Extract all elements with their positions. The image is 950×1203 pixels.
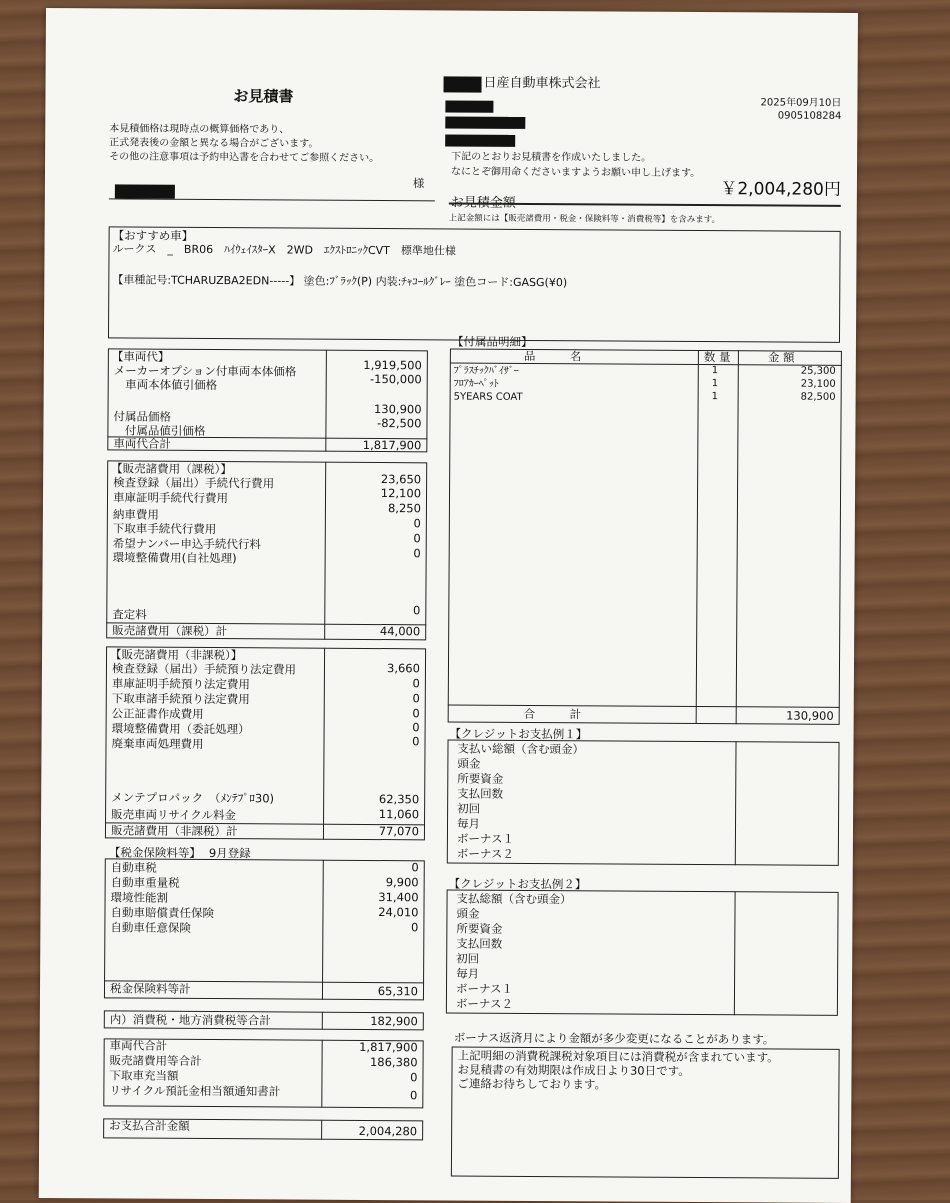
credit1-row-label: 毎月 [456,816,481,831]
sales-nontaxable-row-label: 環境整備費用（委託処理） [111,721,250,737]
accessories-col-qty: 数 量 [703,350,731,365]
bonus-note: ボーナス返済月により金額が多少変更になることがあります。 [453,1030,775,1047]
tax-insurance-heading: 【税金保険料等】 [108,845,201,860]
greeting-line-2: なにとぞ御用命くださいますようお願い申し上げます。 [450,166,701,179]
sales-taxable-row-label: 検査登録（届出）手続代行費用 [113,475,275,491]
tax-row-label: 自動車任意保険 [110,920,191,935]
redacted-address-3 [445,134,515,146]
vehicle-model: ルークス _ BR06 ﾊｲｳｪｲｽﾀｰX 2WD ｴｸｽﾄﾛﾆｯｸCVT 標準地仕様 [112,242,456,258]
tax-row-value: 0 [411,920,419,935]
sales-taxable-row-value: 0 [413,531,421,546]
tax-row-label: 自動車税 [110,860,157,875]
accessory-item-amount: 25,300 [800,365,836,377]
vehicle-row-label: 車両本体値引価格 [113,377,218,393]
credit1-row-label: 支払回数 [457,786,504,801]
accessories-col-amount: 金 額 [767,350,795,365]
accessories-table [448,348,842,724]
sales-nontaxable-row-value: 0 [412,706,420,721]
tax-row-label: 自動車賠償責任保険 [110,905,215,921]
sales-nontaxable-row-value: 3,660 [386,661,421,676]
estimate-amount-value: ￥2,004,280円 [720,179,841,200]
redacted-address-2 [445,116,525,128]
credit1-row-label: ボーナス１ [456,831,515,846]
tax-total-label: 税金保険料等計 [109,981,191,996]
summary-row-label: 下取車充当額 [109,1068,179,1083]
document-title: お見積書 [233,87,294,106]
summary-row-label: 販売諸費用等合計 [109,1053,202,1068]
accessories-total-label: 合 計 [523,706,582,722]
redacted-customer-name [115,184,175,198]
maintenance-pack-label: メンテプロパック （ﾒﾝﾃﾌﾟﾛ30) [111,790,275,806]
vehicle-row-value: -150,000 [369,371,422,387]
redacted-dealer-prefix [443,76,481,92]
vehicle-cost-heading: 【車両代】 [111,349,170,364]
accessory-item-name: 5YEARS COAT [453,391,523,403]
maintenance-pack-value: 62,350 [378,792,420,807]
tax-row-value: 24,010 [378,905,419,920]
credit1-row-label: ボーナス２ [456,846,514,861]
vehicle-row-label: 付属品価格 [113,409,172,424]
sales-nontaxable-heading: 【販売諸費用（非課税）】 [110,647,243,663]
summary-row-value: 0 [410,1070,418,1085]
vehicle-row-value: 1,919,500 [363,357,422,373]
sales-nontaxable-row-label: 公正証書作成費用 [111,706,204,721]
sales-taxable-row-value: 23,650 [380,472,422,487]
summary-row-label: リサイクル預託金相当額通知書計 [109,1083,281,1099]
sales-nontaxable-total-label: 販売諸費用（非課税）計 [110,823,238,839]
accessory-item-name: ﾌﾟﾗｽﾁｯｸﾊﾞｲｻﾞｰ [453,365,519,377]
sales-nontaxable-row-value: 0 [412,676,420,691]
sales-nontaxable-row-value: 0 [412,720,420,735]
summary-row-value: 186,380 [369,1054,418,1070]
estimate-document [39,8,858,1203]
sales-nontaxable-row-value: 0 [412,734,420,749]
consumption-tax-label: 内）消費税・地方消費税等合計 [109,1012,271,1028]
recommended-heading: 【おすすめ車】 [112,228,194,243]
vehicle-row-label: メーカーオプション付車両本体価格 [113,363,297,379]
credit2-row-label: 初回 [456,951,480,966]
credit1-heading: 【クレジットお支払例１】 [449,726,588,742]
sales-taxable-row-label: 環境整備費用(自社処理) [112,550,237,566]
remark-line: お見積書の有効期限は作成日より30日です。 [457,1062,690,1078]
amount-inclusion-note: 上記金額には【販売諸費用・税金・保険料等・消費税等】を含みます。 [448,213,721,226]
credit1-row-label: 頭金 [457,756,481,771]
accessories-heading: 【付属品明細】 [451,334,533,349]
sales-taxable-row-label: 下取車手続代行費用 [112,521,217,537]
customer-suffix: 様 [412,176,425,191]
summary-row-label: 車両代合計 [109,1038,168,1053]
sales-nontaxable-row-label: 検査登録（届出）手続預り法定費用 [111,661,297,677]
header-note-1: 本見積価格は現時点の概算価格であり、 [109,123,290,136]
accessories-total-value: 130,900 [786,708,834,723]
sales-nontaxable-row-value: 0 [412,691,420,706]
tax-row-value: 9,900 [385,875,419,890]
credit2-row-label: 支払回数 [456,936,503,951]
appraisal-fee-value: 0 [412,603,421,618]
document-number: 0905108284 [777,110,842,122]
sales-nontaxable-row-label: 車庫証明手続預り法定費用 [111,676,250,692]
header-note-2: 正式発表後の金額と異なる場合がございます。 [109,137,319,150]
remark-line: ご連絡お待ちしております。 [457,1076,607,1092]
grand-total-divider [321,1120,322,1140]
tax-row-label: 環境性能割 [110,890,169,905]
tax-row-value: 0 [411,860,419,875]
credit2-row-label: 頭金 [456,906,480,921]
tax-total-value: 65,310 [377,984,419,999]
recycle-fee-value: 11,060 [378,807,420,822]
credit1-row-label: 所要資金 [457,771,504,786]
sales-nontaxable-row-label: 下取車諸手続預り法定費用 [111,691,250,707]
accessory-item-qty: 1 [711,365,719,377]
accessory-item-qty: 1 [711,391,719,403]
appraisal-fee-label: 査定料 [112,607,147,622]
remark-line: 上記明細の消費税課税対象項目には消費税が含まれています。 [457,1048,779,1065]
vehicle-total-label: 車両代合計 [113,436,171,451]
credit2-row-label: ボーナス１ [455,981,514,996]
grand-total-label: お支払合計金額 [109,1118,190,1133]
recycle-fee-label: 販売車両リサイクル料金 [111,807,237,823]
credit2-row-label: 支払総額（含む頭金） [456,891,572,907]
estimate-amount-label: お見積金額 [450,195,516,211]
grand-total-value: 2,004,280 [358,1123,418,1139]
vehicle-row-value: -82,500 [377,416,422,431]
tax-row-value: 31,400 [378,890,419,905]
summary-row-value: 0 [409,1088,418,1103]
credit1-row-label: 初回 [457,801,481,816]
greeting-line-1: 下記のとおりお見積書を作成いたしました。 [451,151,652,164]
credit2-row-label: 毎月 [456,966,480,981]
accessories-col-name: 品 名 [523,348,582,364]
redacted-address-1 [445,100,493,112]
sales-taxable-total-value: 44,000 [379,624,421,639]
sales-taxable-heading: 【販売諸費用（課税）】 [111,461,232,477]
sales-taxable-row-value: 12,100 [380,486,422,501]
consumption-tax-value: 182,900 [370,1013,418,1029]
sales-taxable-row-label: 希望ナンバー申込手続代行料 [112,536,261,552]
accessory-item-qty: 1 [711,378,719,390]
accessory-item-name: ﾌﾛｱｶｰﾍﾟｯﾄ [453,378,499,390]
sales-taxable-row-value: 0 [413,546,421,561]
vehicle-total-value: 1,817,900 [362,437,422,453]
consumption-tax-divider [322,1012,323,1030]
credit1-row-label: 支払い総額（含む頭金） [457,741,585,757]
customer-underline [109,198,435,201]
registration-month: 9月登録 [208,846,251,861]
sales-nontaxable-total-value: 77,070 [378,824,420,839]
sales-taxable-row-value: 0 [413,516,421,531]
sales-taxable-row-label: 納車費用 [112,507,159,522]
sales-nontaxable-row-label: 廃棄車両処理費用 [111,736,204,751]
accessory-item-amount: 82,500 [800,391,836,403]
company-name: 日産自動車株式会社 [483,75,601,92]
tax-row-label: 自動車重量税 [110,875,180,890]
header-note-3: その他の注意事項は予約申込書を合わせてご参照ください。 [109,151,380,165]
accessory-item-amount: 23,100 [800,378,836,390]
vehicle-row-label: 付属品値引価格 [113,423,206,438]
summary-row-value: 1,817,900 [359,1039,418,1055]
credit2-row-label: ボーナス２ [455,996,514,1011]
credit2-row-label: 所要資金 [456,921,503,936]
credit2-heading: 【クレジットお支払例２】 [448,876,587,892]
sales-taxable-row-label: 車庫証明手続代行費用 [112,490,229,506]
issue-date: 2025年09月10日 [760,97,842,109]
sales-taxable-total-label: 販売諸費用（課税）計 [112,623,228,639]
vehicle-row-value: 130,900 [373,402,422,417]
sales-taxable-row-value: 8,250 [387,501,421,516]
vehicle-spec: 【車種記号:TCHARUZBA2EDN-----】 塗色:ﾌﾞﾗｯｸ(P) 内装:ﾁｬｺｰﾙｸﾞﾚｰ 塗色コード:GASG(¥0) [112,273,568,290]
